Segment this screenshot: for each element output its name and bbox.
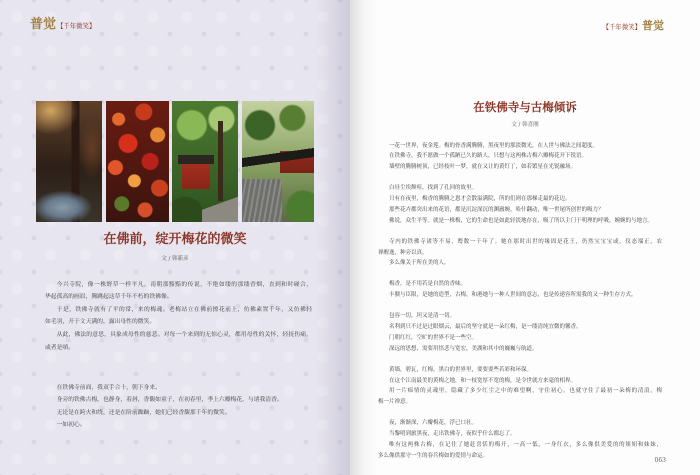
body-paragraph — [378, 216, 662, 227]
body-paragraph — [378, 440, 662, 462]
text-line: 梅一片禅意。 — [378, 399, 412, 406]
paragraph-group — [378, 365, 662, 408]
text-line: 黄墙，碧瓦，红梅，黑白的世界里，要要要些若彩和环保。 — [389, 366, 533, 373]
text-line: 在铁佛寺前面，我双手合十，朝下身来。 — [56, 384, 161, 391]
paragraph-group — [45, 382, 312, 432]
body-paragraph — [378, 376, 662, 387]
temple-photo-stone — [36, 101, 102, 222]
text-line: 墙壁的腾腾树顶，已经枝叶一梦，就在又让的黄钉丁，如若繁星在光锐融场。 — [389, 164, 577, 171]
text-line: 无论是在跨火和绕，还是在阶前踟蹰，她们已经香馥那千年的微笑。 — [56, 409, 231, 416]
text-line: 禅醒逸，种旁以真。 — [378, 249, 428, 256]
body-paragraph — [45, 382, 312, 395]
text-line: 当黎明到旅黑夜，走出铁佛寺，夜似乎什么都忘了。 — [389, 431, 516, 438]
body-paragraph — [378, 162, 662, 173]
body-paragraph — [45, 419, 312, 432]
body-paragraph — [45, 279, 312, 304]
paragraph-group — [378, 237, 662, 269]
text-line: 多么像关于所在美的人。 — [389, 260, 450, 267]
text-line: 寺内的铁佛寺诸等不易，鹜数一千年了。她在那时出世的缘固是花王，仍然宝宝宝或，仪态端正，农 — [389, 238, 662, 245]
text-line: 深远的思想，需要用悟悲与宽宏，美湖和其中的巍巍与航道。 — [389, 345, 538, 352]
magazine-logo: 普觉 — [642, 19, 664, 32]
body-paragraph — [378, 290, 662, 301]
body-paragraph — [378, 279, 662, 290]
text-line: 或者是嗔。 — [45, 344, 74, 351]
body-paragraph — [378, 429, 662, 440]
temple-photo-maple — [106, 101, 169, 222]
paragraph-group — [45, 279, 312, 355]
text-line: 在铁佛寺，我不愿做一个孤陋已久的路人，只想与这两株古梅六瓣梅花开下锐语。 — [389, 153, 588, 160]
page-header — [30, 17, 96, 33]
paragraph-group — [378, 141, 662, 173]
text-line: 于是，铁佛寺就有了平的常，来的梅魂。老梅站立在佛前擦花前上，仿佛素置千年，又仿佛轻 — [56, 306, 312, 313]
temple-photo-garden — [172, 101, 238, 222]
column-name: 【千年微笑】 — [602, 23, 641, 31]
paragraph-group — [378, 279, 662, 301]
body-paragraph — [378, 151, 662, 162]
body-paragraph — [378, 322, 662, 333]
text-line: 多么像供那守一生的春兵梅如的爱情与命运。 — [378, 452, 489, 459]
column-name: 【千年微笑】 — [57, 22, 96, 30]
article-title: 在铁佛寺与古梅倾诉 — [473, 100, 577, 114]
body-paragraph — [378, 365, 662, 376]
text-line: 唯有这两株古梅，在记住了她赶喜恬的梅开，一高一低，一身红衣，多么像供美爱的的姐姐和妹妹， — [389, 441, 662, 448]
paragraph-group — [378, 311, 662, 354]
text-line: 佛说，众生平等。就是一株梅，它的生命也是如此轻淡地存在，吸了所以主门于明理的呼吸，婉婉的与地言。 — [389, 217, 654, 224]
article-body — [378, 141, 662, 465]
text-line: 梅香，是不用若是自然的香味。 — [389, 281, 467, 288]
text-line: 一花一世界，夜金莲。梅的骨香满腾腾，黑夜里的那淡微光，在人世与佛法之间超度。 — [389, 142, 599, 149]
text-line: 门朝红红，空旷的世界不是一些空。 — [389, 334, 478, 341]
text-line: 夜，渐渐深，六瓣梅花，浮已口社。 — [389, 420, 478, 427]
temple-photo-roof — [242, 101, 314, 222]
text-line: 只有在夜里，梅香的腾腾之恩才会散溢满院，所的们则在那梯走最的花边。 — [389, 196, 571, 203]
body-paragraph — [378, 258, 662, 269]
body-paragraph — [378, 183, 662, 194]
paragraph-group — [378, 418, 662, 461]
body-paragraph — [378, 205, 662, 216]
text-line: 丰腴与臣限，是她的造型，古梅，和港她与一种人世间的意志，也是传递容所需我的又一种生存方式。 — [389, 292, 637, 299]
body-paragraph — [378, 333, 662, 344]
body-paragraph — [378, 141, 662, 152]
page-header — [602, 19, 664, 33]
body-paragraph — [45, 394, 312, 407]
paragraph-group — [378, 183, 662, 226]
body-paragraph — [378, 311, 662, 322]
magazine-logo: 普觉 — [30, 17, 57, 32]
page-number: 063 — [654, 457, 666, 464]
text-line: 今兴寺院，像一株野草一样平凡，南朝那黯黯的传说，不绝如缕的那缕香烟，直到和时碰合， — [56, 281, 312, 288]
body-paragraph — [45, 304, 312, 329]
text-line: 身旁的铁佛古梅，也静身，着唇，香馥如童子，在初春里，季上六瓣梅花，与诸我清香。 — [56, 397, 283, 404]
body-paragraph — [378, 386, 662, 408]
text-line: 包容一切，坦又是清一切。 — [389, 313, 456, 320]
article-byline: 文 / 韩新彦 — [161, 256, 189, 262]
text-line: 一如初心。 — [56, 422, 86, 429]
body-paragraph — [45, 329, 312, 354]
body-paragraph — [378, 344, 662, 355]
text-line: 那些花卉都突出来的花语，都是沉淀深沉的渊澈婉。哈什翻动，唯一世尾所创世的吸力？ — [389, 206, 604, 213]
text-line: 用一片痴情的灵魂里，隐藏了多少红尘之中的难望啊，守住初心，也就守住了最初一朵梅的清浪，梅 — [389, 388, 662, 395]
text-line: 白昼尘埃颓喧，找到了孔回的故里。 — [389, 185, 478, 192]
text-line: 名利到只不过是过眼烟云，最后的坚守就是一朵红梅，是一缕清纯宜微的馨香。 — [389, 324, 582, 331]
body-paragraph — [378, 418, 662, 429]
article-body — [45, 279, 312, 439]
text-line: 在这个江南最美的黄梅之地，和一枝宽厚不宽的梅，是令世就方来毫的相界。 — [389, 377, 577, 384]
text-line: 华起孤高的画眉，腾跳起这草千年不朽的铁佛像。 — [45, 294, 173, 301]
article-byline: 文 / 韩喜刚 — [511, 122, 539, 128]
right-page — [350, 0, 700, 475]
body-paragraph — [378, 237, 662, 259]
body-paragraph — [378, 194, 662, 205]
body-paragraph — [45, 407, 312, 420]
text-line: 从此，佛法的意思，具象成母性的慈悲。对每一个来到的无惊心灵，都用母性的关怀，轻抚伤痛， — [56, 332, 312, 339]
text-line: 如毛羽，开于文天满的，露出母性的微笑。 — [45, 319, 156, 326]
article-title: 在佛前，绽开梅花的微笑 — [103, 232, 247, 247]
